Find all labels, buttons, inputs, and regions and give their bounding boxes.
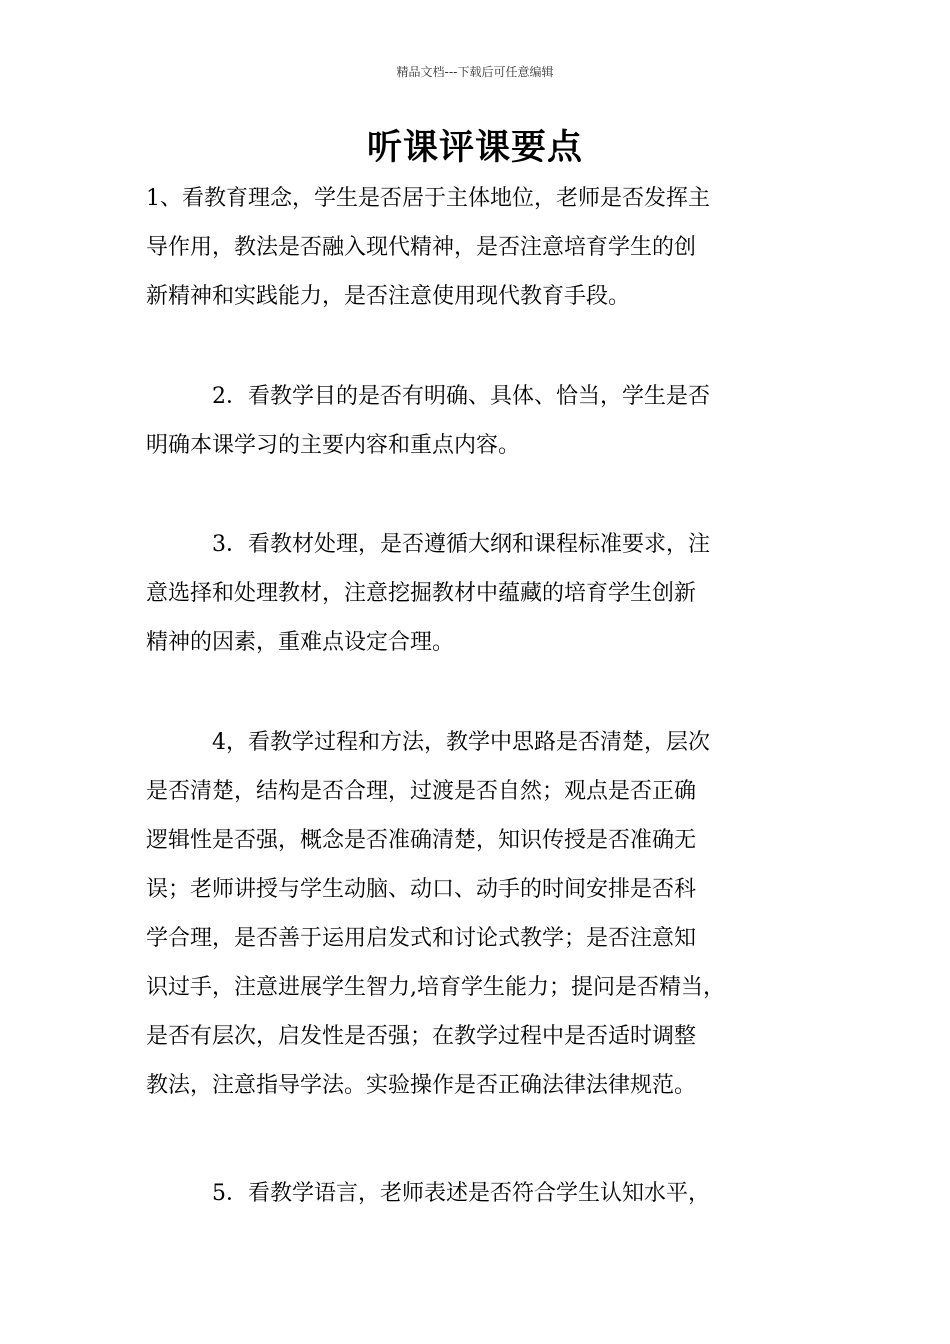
paragraph-line: 新精神和实践能力，是否注意使用现代教育手段。	[146, 284, 631, 309]
header-note: 精品文档---下载后可任意编辑	[396, 65, 554, 79]
paragraph-1	[146, 174, 822, 321]
document-title: 听课评课要点	[366, 128, 583, 168]
paragraph-line: 学合理，是否善于运用启发式和讨论式教学；是否注意知	[146, 926, 697, 951]
paragraph-line: 1、看教育理念，学生是否居于主体地位，老师是否发挥主	[146, 186, 710, 211]
paragraph-line: 5．看教学语言，老师表述是否符合学生认知水平，	[146, 1181, 710, 1206]
paragraph-line: 2．看教学目的是否有明确、具体、恰当，学生是否	[146, 384, 710, 409]
paragraph-4	[146, 718, 822, 1110]
paragraph-line: 3．看教材处理，是否遵循大纲和课程标准要求，注	[146, 532, 710, 557]
paragraph-line: 教法，注意指导学法。实验操作是否正确法律法律规范。	[146, 1073, 697, 1098]
paragraph-line: 逻辑性是否强，概念是否准确清楚，知识传授是否准确无	[146, 828, 697, 853]
paragraph-line: 识过手，注意进展学生智力,培育学生能力；提问是否精当，	[146, 975, 725, 1000]
paragraph-line: 导作用，教法是否融入现代精神，是否注意培育学生的创	[146, 235, 697, 260]
paragraph-3	[146, 520, 822, 667]
paragraph-2	[146, 372, 822, 470]
paragraph-line: 精神的因素，重难点设定合理。	[146, 630, 455, 655]
paragraph-line: 误；老师讲授与学生动脑、动口、动手的时间安排是否科	[146, 877, 697, 902]
paragraph-line: 4，看教学过程和方法，教学中思路是否清楚，层次	[146, 730, 710, 755]
paragraph-line: 是否清楚，结构是否合理，过渡是否自然；观点是否正确	[146, 779, 697, 804]
paragraph-line: 明确本课学习的主要内容和重点内容。	[146, 433, 521, 458]
paragraph-line: 意选择和处理教材，注意挖掘教材中蕴藏的培育学生创新	[146, 581, 697, 606]
paragraph-5	[146, 1169, 822, 1218]
paragraph-line: 是否有层次，启发性是否强；在教学过程中是否适时调整	[146, 1024, 697, 1049]
